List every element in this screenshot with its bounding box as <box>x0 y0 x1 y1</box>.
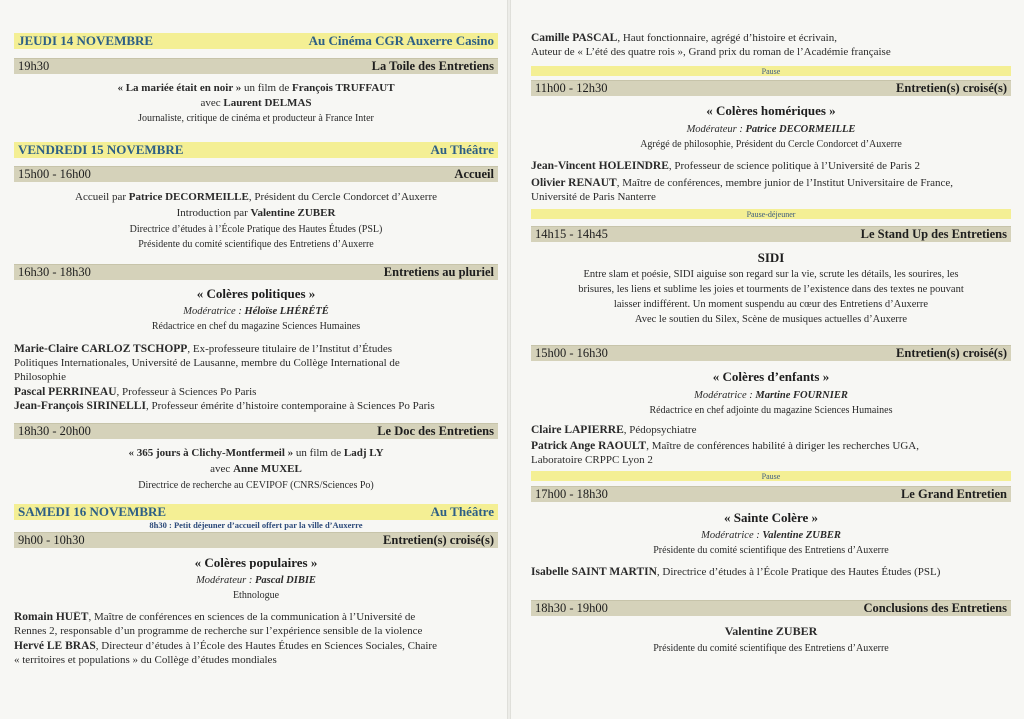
slot-time: 11h00 - 12h30 <box>535 81 608 95</box>
speaker-role: , Directrice d’études à l’École Pratique des Hautes Études (PSL) <box>656 566 941 578</box>
guest-prefix: avec <box>210 463 234 475</box>
speaker-name: Patrick Ange RAOULT <box>531 440 647 452</box>
speaker-role: , Directeur d’études à l’École des Hautes Études en Sciences Sociales, Chaire <box>95 640 437 652</box>
moderator-line <box>531 389 1011 402</box>
moderator-prefix: Modérateur : <box>196 575 255 586</box>
moderator-line <box>14 305 498 318</box>
venue-label: Au Théâtre <box>430 504 494 519</box>
slot-title: Entretien(s) croisé(s) <box>383 533 494 547</box>
speaker-line <box>531 566 1011 579</box>
session-title: « Colères homériques » <box>706 104 836 117</box>
speaker-line <box>14 343 498 356</box>
slot-time: 17h00 - 18h30 <box>535 487 608 501</box>
intro-role-1: Directrice d’études à l’École Pratique des Hautes Études (PSL) <box>129 224 383 235</box>
speaker-line <box>14 640 498 653</box>
speaker-role: , Professeur de science politique à l’Université de Paris 2 <box>668 160 920 172</box>
slot-title: Le Stand Up des Entretiens <box>860 227 1007 241</box>
guest-description: Directrice de recherche au CEVIPOF (CNRS/Sciences Po) <box>138 480 374 491</box>
intro-prefix: Introduction par <box>176 207 251 219</box>
pause-bar <box>531 66 1011 76</box>
film-line <box>14 82 498 95</box>
welcome-prefix: Accueil par <box>75 191 129 203</box>
day-bar-thursday <box>14 33 498 49</box>
film-director: François TRUFFAUT <box>291 82 395 94</box>
moderator-name: Pascal DIBIE <box>254 575 316 586</box>
slot-bar-pluriel <box>14 264 498 280</box>
moderator-description: Agrégé de philosophie, Président du Cercle Condorcet d’Auxerre <box>640 139 902 150</box>
moderator-name: Héloïse LHÉRÉTÉ <box>244 306 329 317</box>
performer-description: laisser indifférent. Un moment suspendu au cœur des Entretiens d’Auxerre <box>613 299 929 310</box>
speaker-line <box>531 32 1011 45</box>
speaker-name: Isabelle SAINT MARTIN <box>531 566 657 578</box>
performer-description: Entre slam et poésie, SIDI aiguise son regard sur la vie, scrute les détails, les sourires, les <box>583 269 959 280</box>
moderator-description: Présidente du comité scientifique des Entretiens d’Auxerre <box>653 545 889 556</box>
session-title: « Colères politiques » <box>196 287 316 300</box>
film-guest-line <box>14 97 498 110</box>
intro-name: Valentine ZUBER <box>250 207 336 219</box>
moderator-prefix: Modérateur : <box>686 124 746 135</box>
film-title: « 365 jours à Clichy-Montfermeil » <box>128 447 294 459</box>
speaker-role: , Maître de conférences, membre junior de l’Institut Universitaire de France, <box>616 177 954 189</box>
moderator-description: Rédactrice en chef adjointe du magazine Sciences Humaines <box>649 405 893 416</box>
speaker-name: Jean-Vincent HOLEINDRE <box>531 160 669 172</box>
speaker-role-cont: Philosophie <box>14 371 66 383</box>
slot-time: 18h30 - 19h00 <box>535 601 608 615</box>
guest-prefix: avec <box>200 97 224 109</box>
slot-title: Entretiens au pluriel <box>383 265 494 279</box>
moderator-line <box>14 574 498 587</box>
speaker-role-cont: Laboratoire CRPPC Lyon 2 <box>531 454 653 466</box>
speaker-name: Jean-François SIRINELLI <box>14 400 146 412</box>
speaker-line <box>531 424 1011 437</box>
welcome-name: Patrice DECORMEILLE <box>128 191 249 203</box>
speaker-name: Hervé LE BRAS <box>14 640 96 652</box>
slot-title: Le Doc des Entretiens <box>377 424 494 438</box>
speaker-name: Camille PASCAL <box>531 32 618 44</box>
moderator-prefix: Modératrice : <box>183 306 245 317</box>
slot-bar-croise-2 <box>531 80 1011 96</box>
day-bar-saturday <box>14 504 498 520</box>
film-title: « La mariée était en noir » <box>117 82 242 94</box>
closing-speaker-description: Présidente du comité scientifique des Entretiens d’Auxerre <box>653 643 889 654</box>
pause-bar <box>531 209 1011 219</box>
film-guest-line <box>14 463 498 476</box>
pause-label: Pause <box>761 471 781 481</box>
slot-title: Le Grand Entretien <box>900 487 1007 501</box>
day-label: JEUDI 14 NOVEMBRE <box>18 33 154 48</box>
venue-label: Au Cinéma CGR Auxerre Casino <box>308 33 494 48</box>
welcome-line <box>14 191 498 204</box>
speaker-line <box>14 400 498 413</box>
speaker-name: Claire LAPIERRE <box>531 424 624 436</box>
film-connector: un film de <box>293 447 344 459</box>
day-label: VENDREDI 15 NOVEMBRE <box>18 142 184 157</box>
moderator-prefix: Modératrice : <box>701 530 763 541</box>
pause-label: Pause <box>761 66 781 76</box>
moderator-name: Patrice DECORMEILLE <box>745 124 856 135</box>
speaker-role-cont: « territoires et populations » du Collège d’études mondiales <box>14 654 277 666</box>
session-title: « Sainte Colère » <box>724 511 818 524</box>
slot-bar-standup <box>531 226 1011 242</box>
session-title: « Colères populaires » <box>194 556 318 569</box>
speaker-line <box>531 160 1011 173</box>
speaker-role-cont: Auteur de « L’été des quatre rois », Grand prix du roman de l’Académie française <box>531 46 891 58</box>
speaker-name: Marie-Claire CARLOZ TSCHOPP <box>14 343 188 355</box>
breakfast-note: 8h30 : Petit déjeuner d’accueil offert par la ville d’Auxerre <box>149 520 363 530</box>
speaker-role: , Maître de conférences en sciences de la communication à l’Université de <box>88 611 416 623</box>
slot-bar-croise-1 <box>14 532 498 548</box>
speaker-role-cont: Rennes 2, responsable d’un programme de recherche sur l’expérience sensible de la violence <box>14 625 423 637</box>
slot-time: 15h00 - 16h30 <box>535 346 608 360</box>
slot-bar-toile <box>14 58 498 74</box>
moderator-prefix: Modératrice : <box>694 390 756 401</box>
speaker-role-cont: Politiques Internationales, Université de Lausanne, membre du Collège International de <box>14 357 400 369</box>
speaker-role-cont: Université de Paris Nanterre <box>531 191 656 203</box>
guest-name: Laurent DELMAS <box>223 97 312 109</box>
slot-time: 16h30 - 18h30 <box>18 265 91 279</box>
performer-description: brisures, les liens et sublime les joies et tourments de l’existence dans des textes ne pouvant <box>578 284 964 295</box>
speaker-role: , Haut fonctionnaire, agrégé d’histoire et écrivain, <box>617 32 837 44</box>
closing-speaker-name: Valentine ZUBER <box>724 625 818 638</box>
speaker-line <box>14 386 498 399</box>
moderator-name: Martine FOURNIER <box>755 390 848 401</box>
session-title: « Colères d’enfants » <box>712 370 830 383</box>
moderator-description: Rédactrice en chef du magazine Sciences Humaines <box>151 321 361 332</box>
slot-title: Conclusions des Entretiens <box>863 601 1007 615</box>
day-label: SAMEDI 16 NOVEMBRE <box>18 504 167 519</box>
slot-bar-croise-3 <box>531 345 1011 361</box>
slot-bar-conclusions <box>531 600 1011 616</box>
speaker-role: , Professeur à Sciences Po Paris <box>116 386 257 398</box>
speaker-line <box>531 440 1011 453</box>
speaker-role: , Professeur émérite d’histoire contemporaine à Sciences Po Paris <box>145 400 435 412</box>
moderator-line <box>531 123 1011 136</box>
film-connector: un film de <box>241 82 292 94</box>
intro-line <box>14 207 498 220</box>
guest-description: Journaliste, critique de cinéma et producteur à France Inter <box>138 113 374 124</box>
film-line <box>14 447 498 460</box>
slot-time: 18h30 - 20h00 <box>18 424 91 438</box>
speaker-role: , Pédopsychiatre <box>623 424 697 436</box>
slot-bar-doc <box>14 423 498 439</box>
slot-title: Entretien(s) croisé(s) <box>896 81 1007 95</box>
speaker-name: Romain HUËT <box>14 611 89 623</box>
pause-bar <box>531 471 1011 481</box>
day-bar-friday <box>14 142 498 158</box>
moderator-description: Ethnologue <box>232 590 280 601</box>
slot-title: Entretien(s) croisé(s) <box>896 346 1007 360</box>
welcome-role: , Président du Cercle Condorcet d’Auxerre <box>248 191 437 203</box>
film-director: Ladj LY <box>343 447 384 459</box>
slot-time: 14h15 - 14h45 <box>535 227 608 241</box>
speaker-line <box>531 177 1011 190</box>
guest-name: Anne MUXEL <box>233 463 302 475</box>
slot-bar-accueil <box>14 166 498 182</box>
slot-title: Accueil <box>454 167 494 181</box>
moderator-name: Valentine ZUBER <box>762 530 841 541</box>
slot-time: 15h00 - 16h00 <box>18 167 91 181</box>
venue-label: Au Théâtre <box>430 142 494 157</box>
speaker-role: , Ex-professeure titulaire de l’Institut d’Études <box>187 343 393 355</box>
slot-time: 9h00 - 10h30 <box>18 533 85 547</box>
slot-title: La Toile des Entretiens <box>371 59 494 73</box>
speaker-name: Pascal PERRINEAU <box>14 386 117 398</box>
speaker-role: , Maître de conférences habilité à diriger les recherches UGA, <box>646 440 919 452</box>
speaker-name: Olivier RENAUT <box>531 177 617 189</box>
speaker-line <box>14 611 498 624</box>
moderator-line <box>531 529 1011 542</box>
intro-role-2: Présidente du comité scientifique des Entretiens d’Auxerre <box>138 239 374 250</box>
performer-name: SIDI <box>757 251 785 264</box>
performer-description: Avec le soutien du Silex, Scène de musiques actuelles d’Auxerre <box>634 314 908 325</box>
slot-bar-grand <box>531 486 1011 502</box>
slot-time: 19h30 <box>18 59 50 73</box>
pause-label: Pause-déjeuner <box>746 209 796 219</box>
